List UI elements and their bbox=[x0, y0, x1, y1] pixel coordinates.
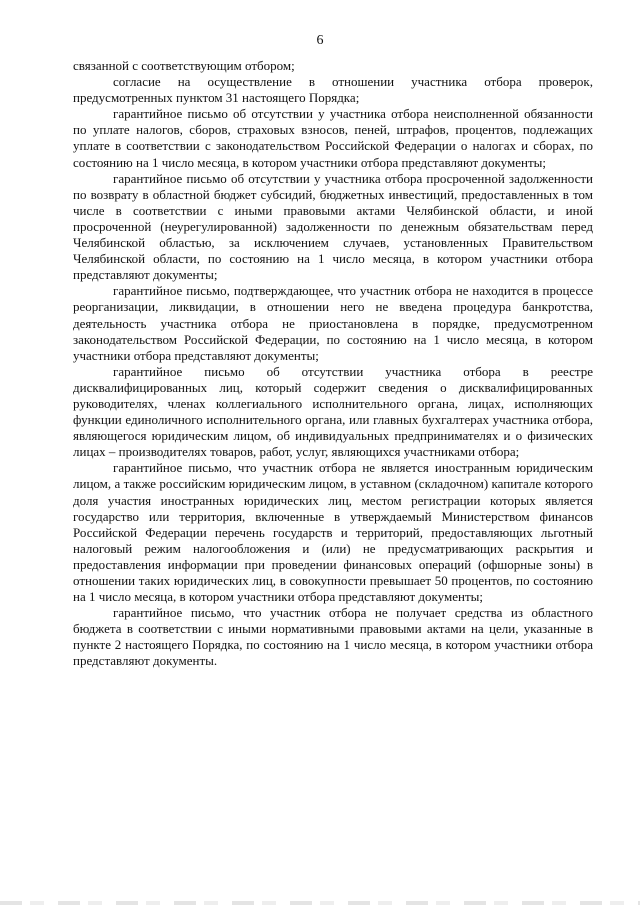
scan-edge-artifact bbox=[0, 901, 640, 905]
paragraph: связанной с соответствующим отбором; bbox=[73, 58, 295, 73]
paragraph: гарантийное письмо об отсутствии участника отбора в реестре дисквалифицированных лиц, который содержит сведения о дисквалифицированных руководителях, членах коллегиального исполнительного органа, лицах, исполняющих функции единоличного исполнительного органа, или главных бухгалтерах участника отбора, являющегося юридическим лицом, об индивидуальных предпринимателях и о физических лицах – производителях товаров, работ, услуг, являющихся участниками отбора; bbox=[73, 363, 593, 460]
paragraph: гарантийное письмо об отсутствии у участника отбора просроченной задолженности по возврату в областной бюджет субсидий, бюджетных инвестиций, предоставленных в том числе в соответствии с иными правовыми актами Челябинской области, и иной просроченной (неурегулированной) задолженности по денежным обязательствам перед Челябинской областью, за исключением случаев, установленных Правительством Челябинской области, по состоянию на 1 число месяца, в котором участники отбора представляют документы; bbox=[73, 170, 593, 283]
paragraph: гарантийное письмо, что участник отбора не получает средства из областного бюджета в соответствии с иными нормативными правовыми актами на цели, указанные в пункте 2 настоящего Порядка, по состоянию на 1 число месяца, в котором участники отбора представляют документы. bbox=[73, 605, 593, 669]
paragraph: согласие на осуществление в отношении участника отбора проверок, предусмотренных пунктом 31 настоящего Порядка; bbox=[73, 74, 593, 106]
document-body bbox=[73, 58, 593, 670]
paragraph: гарантийное письмо об отсутствии у участника отбора неисполненной обязанности по уплате налогов, сборов, страховых взносов, пеней, штрафов, процентов, подлежащих уплате в соответствии с законодательством Российской Федерации о налогах и сборах, по состоянию на 1 число месяца, в котором участники отбора представляют документы; bbox=[73, 106, 593, 170]
paragraph: гарантийное письмо, что участник отбора не является иностранным юридическим лицом, а также российским юридическим лицом, в уставном (складочном) капитале которого доля участия иностранных юридических лиц, местом регистрации которых является государство или территория, включенные в утверждаемый Министерством финансов Российской Федерации перечень государств и территорий, предоставляющих льготный налоговый режим налогообложения и (или) не предусматривающих раскрытия и предоставления информации при проведении финансовых операций (офшорные зоны) в отношении таких юридических лиц, в совокупности превышает 50 процентов, по состоянию на 1 число месяца, в котором участники отбора представляют документы; bbox=[73, 460, 593, 605]
paragraph: гарантийное письмо, подтверждающее, что участник отбора не находится в процессе реорганизации, ликвидации, в отношении него не введена процедура банкротства, деятельность участника отбора не приостановлена в порядке, предусмотренном законодательством Российской Федерации, по состоянию на 1 число месяца, в котором участники отбора представляют документы; bbox=[73, 283, 593, 363]
page-number: 6 bbox=[316, 33, 324, 48]
